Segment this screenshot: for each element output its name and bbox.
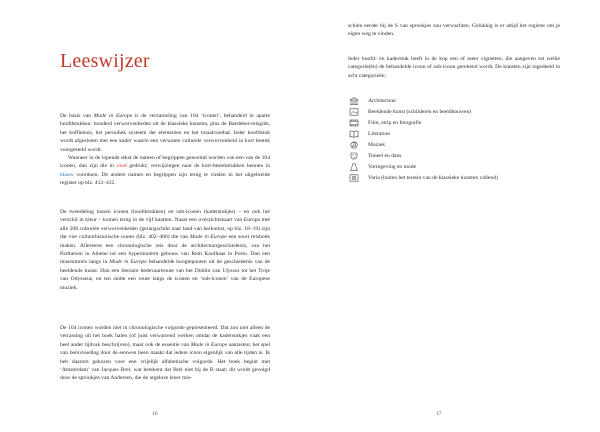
text-run: is de verzameling van 104 ‘iconen’, behandeld in aparte hoofdstukken: honderd verworvenheden uit de klassieke kunsten, plus de Baedeker-reisgids, het koffiehuis, het periodiek systeem der elementen en het totaalvoetbal. Ieder hoofdstuk wordt afgesloten met een kader waarin een verwante culturele verworvenheid in kort bestek voorgesteld wordt.: [60, 113, 270, 153]
globe-icon: [348, 173, 360, 182]
text-run: De 104 iconen worden niet in chronologische volgorde gepresenteerd. Dat zou niet alleen de verrassing uit het boek halen (of juist verwarrend werken omdat de kaderstukjes vaak een heel ander tijdvak beschrijven), maar ook de essentie van: [60, 325, 270, 348]
book-title-text: Made in Europe: [93, 113, 133, 119]
text-run: voordoen. De andere namen en begrippen zijn terug te vinden in het uitgebreide register op blz. 412–432.: [60, 171, 270, 187]
right-page: [300, 0, 600, 432]
text-run: een soort reisboek maken. Allereerst een chronologische reis door de architectuurgeschiedenis, van het Parthenon in Athene tot een hypermodern gebouw van Rem Koolhaas in Porto. Dan een museumreis langs in: [60, 234, 270, 266]
order-paragraph: [60, 324, 270, 383]
category-item: [348, 118, 568, 129]
text-run: schien eerder bij de S van sprookjes zou verwachten. Gelukkig is er altijd het register om je eigen weg te vinden.: [348, 23, 560, 38]
page-number-right: 17: [436, 411, 442, 417]
categories-intro-paragraph: [348, 55, 560, 80]
category-item: [348, 150, 568, 161]
category-item: [348, 96, 568, 107]
text-run: gedrukt; verwijzingen naar de kort-bestekstukken kennen in: [126, 163, 271, 170]
book-title-text: Made in Europe: [190, 341, 228, 348]
category-label: Architectuur: [368, 98, 397, 105]
book-icon: [348, 130, 360, 139]
category-label: Vormgeving en mode: [368, 163, 417, 170]
dress-icon: [348, 162, 360, 171]
highlighted-text: blauw: [60, 171, 74, 178]
book-title-text: Made in Europe: [109, 259, 147, 266]
text-run: De basis van: [60, 113, 94, 119]
page-number-left: 16: [152, 411, 158, 417]
text-run: aantasten; het spel van beïnvloeding door de eeuwen heen maakt dat iedere icoon eigenlijk van alle tijden is. Ik heb daarom gekozen voor een vrijelijk alfabetische volgorde. Het boek begint met ‘Amsterdam’ van Jacques Brel, wat betekent dat Brel niet bij de B staat; dit wordt gevolgd door de sprookjes van Andersen, die de argeloze lezer mis-: [60, 341, 270, 382]
category-label: Muziek: [368, 142, 386, 148]
palette-icon: [348, 108, 360, 117]
category-item: [348, 172, 568, 183]
highlighted-text: rood: [116, 163, 127, 170]
color-legend-paragraph: [60, 154, 270, 188]
category-item: [348, 140, 568, 151]
theater-mask-icon: [348, 151, 360, 160]
book-title-text: Ulysses: [222, 267, 240, 274]
category-item: [348, 161, 568, 172]
category-label: Film, strip en fotografie: [368, 120, 422, 127]
text-run: tot het Troje van Odysseus, en ten slotte een route langs de iconen en ‘sub-iconen’ van de Europese muziek.: [60, 267, 270, 291]
text-run: De tweedeling tussen iconen (hoofdstukken) en sub-iconen (kaderstukjes) – en ook het verschil in kleur – komen terug in de vijf kaarten. Naast een overzichtskaart van Europa met alle 208 culturele verworvenheden (gerangschikt naar land van herkomst, op blz. 18–19) zijn dat vier cultuurhistorische routes (blz. 402–406) die van: [60, 209, 270, 241]
category-label: Toneel en dans: [368, 152, 402, 159]
category-item: [348, 129, 568, 140]
text-run: Wanneer in de lopende tekst de namen of begrippen genoemd worden van een van de 104 iconen, dan zijn die in: [60, 155, 270, 170]
category-label: Beeldende kunst (schilderen en beeldhouwen): [368, 109, 472, 116]
maps-paragraph: [60, 208, 270, 292]
film-icon: [348, 119, 360, 128]
music-icon: [348, 141, 360, 150]
text-run: behandelde hoogtepunten uit de geschiedenis van de beeldende kunst. Dan een literaire bedevaartroute van het Dublin van: [60, 259, 270, 274]
category-list: [348, 96, 568, 183]
category-label: Literatuur: [368, 131, 391, 138]
page-title: Leeswijzer: [60, 50, 150, 72]
category-item: [348, 107, 568, 118]
continuation-paragraph: [348, 22, 560, 39]
category-label: Varia (buiten het terrein van de klassieke kunsten vallend): [368, 174, 498, 181]
intro-paragraph: [60, 112, 270, 154]
building-icon: [348, 97, 360, 106]
book-title-text: Made in Europe: [189, 234, 227, 241]
text-run: Ieder hoofd- en kaderstuk heeft in de kop een of meer vignetten, die aangeven tot welke categorie(ën) de behandelde icoon of sub-icoon gerekend wordt. De kunsten zijn ingedeeld in acht categorieën:: [348, 56, 560, 79]
